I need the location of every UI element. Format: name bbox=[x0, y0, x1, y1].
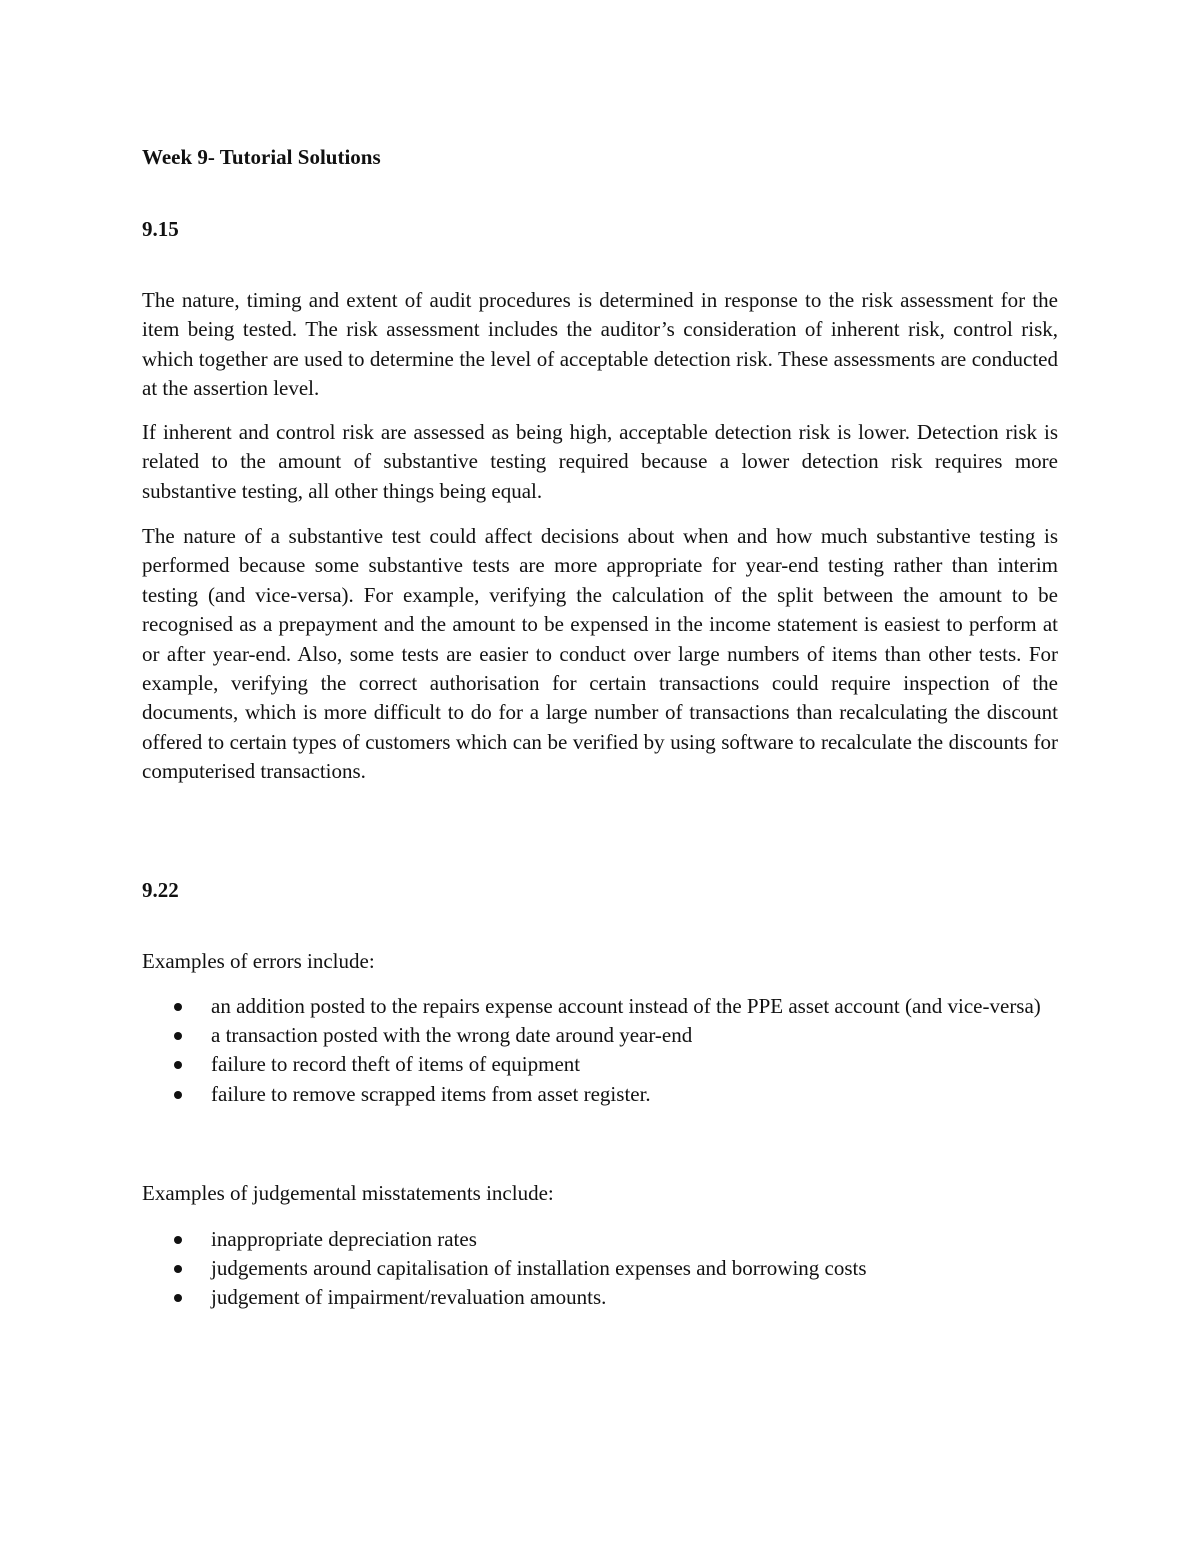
errors-intro: Examples of errors include: bbox=[142, 949, 375, 973]
list-item bbox=[142, 1254, 1058, 1283]
paragraph: The nature, timing and extent of audit procedures is determined in response to the risk assessment for the item being tested. The risk assessment includes the auditor’s consideration of inherent risk, control risk, which together are used to determine the level of acceptable detection risk. These assessments are conducted at the assertion level. bbox=[142, 288, 1058, 401]
list-item-text: failure to remove scrapped items from asset register. bbox=[211, 1081, 651, 1106]
bullet-icon bbox=[174, 1091, 182, 1099]
errors-list bbox=[142, 992, 1058, 1109]
paragraph: If inherent and control risk are assessed as being high, acceptable detection risk is lower. Detection risk is related to the amount of substantive testing required because a lower detection risk requires more substantive testing, all other things being equal. bbox=[142, 420, 1058, 503]
document-title: Week 9- Tutorial Solutions bbox=[142, 145, 381, 169]
list-item-text: inappropriate depreciation rates bbox=[211, 1227, 477, 1251]
question-heading-9-15: 9.15 bbox=[142, 217, 179, 241]
list-item bbox=[142, 1283, 1058, 1312]
list-item-text: judgements around capitalisation of installation expenses and borrowing costs bbox=[211, 1256, 867, 1281]
judgemental-intro: Examples of judgemental misstatements include: bbox=[142, 1181, 554, 1205]
bullet-icon bbox=[174, 1236, 182, 1244]
list-item bbox=[142, 992, 1058, 1021]
paragraph: The nature of a substantive test could affect decisions about when and how much substantive testing is performed because some substantive tests are more appropriate for year-end testing rather than interim testing (and vice-versa). For example, verifying the calculation of the split between the amount to be recognised as a prepayment and the amount to be expensed in the income statement is easiest to perform at or after year-end. Also, some tests are easier to conduct over large numbers of items than other tests. For example, verifying the correct authorisation for certain transactions could require inspection of the documents, which is more difficult to do for a large number of transactions than recalculating the discount offered to certain types of customers which can be verified by using software to recalculate the discounts for computerised transactions. bbox=[142, 524, 1058, 784]
list-item-text: a transaction posted with the wrong date around year-end bbox=[211, 1023, 693, 1048]
bullet-icon bbox=[174, 1032, 182, 1040]
question-heading-9-22: 9.22 bbox=[142, 878, 179, 902]
judgemental-list bbox=[142, 1225, 1058, 1313]
list-item-text: failure to record theft of items of equipment bbox=[211, 1052, 581, 1077]
list-item bbox=[142, 1080, 1058, 1109]
list-item-text: judgement of impairment/revaluation amounts. bbox=[211, 1285, 607, 1310]
bullet-icon bbox=[174, 1061, 182, 1069]
bullet-icon bbox=[174, 1294, 182, 1302]
list-item bbox=[142, 1050, 1058, 1079]
list-item bbox=[142, 1225, 1058, 1254]
list-item bbox=[142, 1021, 1058, 1050]
bullet-icon bbox=[174, 1265, 182, 1273]
list-item-text: an addition posted to the repairs expense account instead of the PPE asset account (and vice-versa) bbox=[211, 994, 1041, 1018]
bullet-icon bbox=[174, 1003, 182, 1011]
